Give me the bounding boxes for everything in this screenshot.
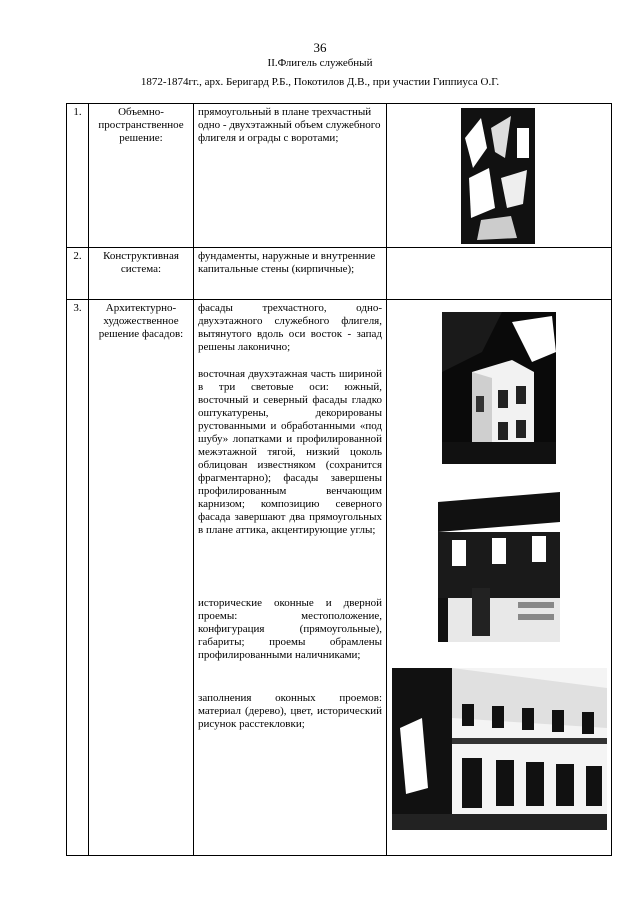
row-label: Архитектурно-художественное решение фасадов: xyxy=(89,300,194,856)
photo-building-long xyxy=(392,668,607,830)
paragraph: исторические оконные и дверной проемы: местоположение, конфигурация (прямоугольные), габариты; проемы обрамлены профилированными наличниками; xyxy=(198,597,382,661)
photo-building-corner xyxy=(442,312,556,464)
photo-cell xyxy=(387,300,612,856)
row-number: 2. xyxy=(67,248,89,300)
paragraph: заполнения оконных проемов: материал (дерево), цвет, исторический рисунок расстекловки; xyxy=(198,692,382,730)
authors-line: 1872-1874гг., арх. Беригард Р.Б., Покотилов Д.В., при участии Гиппиуса О.Г. xyxy=(140,76,500,88)
row-number: 1. xyxy=(67,104,89,248)
paragraph: фундаменты, наружные и внутренние капитальные стены (кирпичные); xyxy=(198,250,376,275)
photo-trees xyxy=(461,108,535,244)
row-number: 3. xyxy=(67,300,89,856)
paragraph: фасады трехчастного, одно-двухэтажного служебного флигеля, вытянутого вдоль оси восток - запад решены лаконично; xyxy=(198,302,382,353)
row-text xyxy=(194,300,387,856)
photo-building-facade xyxy=(438,482,560,642)
row-text xyxy=(194,104,387,248)
page-number: 36 xyxy=(313,40,327,55)
description-table xyxy=(66,103,612,856)
section-subtitle: II.Флигель служебный xyxy=(267,57,373,69)
row-label: Конструктивная система: xyxy=(89,248,194,300)
empty-cell xyxy=(387,248,612,300)
table-row xyxy=(67,248,612,300)
table-row xyxy=(67,104,612,248)
paragraph: восточная двухэтажная часть шириной в три световые оси: южный, восточный и северный фасады гладко оштукатурены, декорированы рустованными и обработанными «под шубу» лопатками и профилированной межэтажной тягой, низкий цоколь облицован известняком (сохранится фрагментарно); фасады завершены профилированным венчающим карнизом; композицию северного фасада завершают два прямоугольных в плане аттика, акцентирующие углы; xyxy=(198,368,382,536)
paragraph: прямоугольный в плане трехчастный одно - двухэтажный объем служебного флигеля и ограды с воротами; xyxy=(198,106,381,144)
photo-cell xyxy=(387,104,612,248)
row-label: Объемно-пространственное решение: xyxy=(89,104,194,248)
table-row xyxy=(67,300,612,856)
row-text xyxy=(194,248,387,300)
